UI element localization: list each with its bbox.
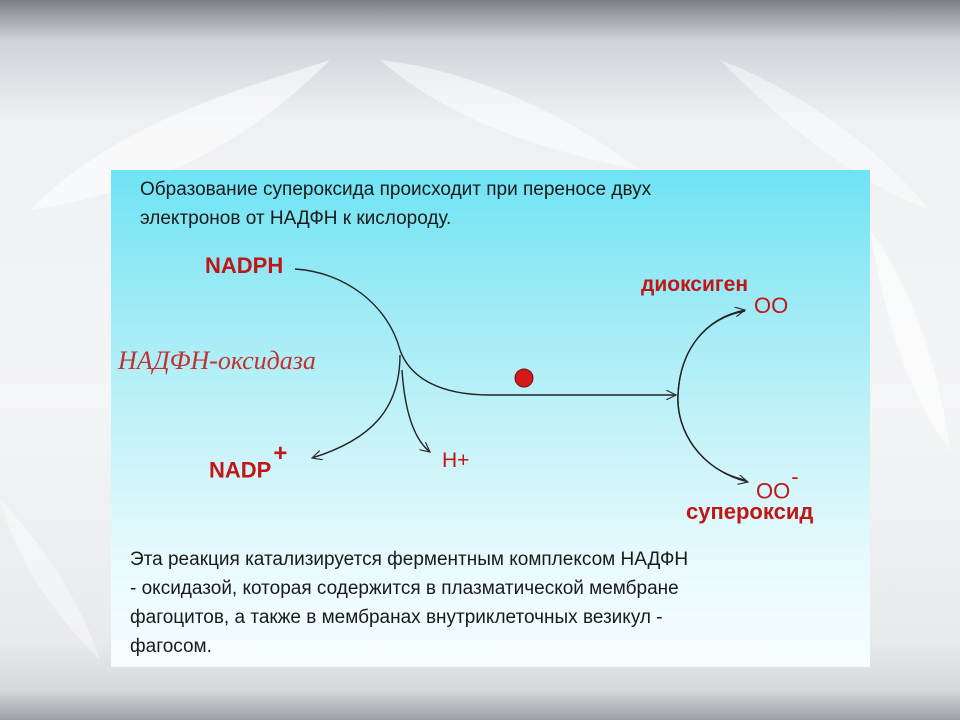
enzyme-label: НАДФН-оксидаза: [118, 346, 316, 375]
header-line-1: Образование супероксида происходит при переносе двух: [140, 179, 652, 200]
h-plus-arrow: [402, 370, 430, 452]
nadp-text: NADP: [209, 457, 272, 483]
dioxygen-label: диоксиген: [641, 273, 748, 296]
electron-dot: [515, 369, 533, 387]
superoxide-label: супероксид: [686, 499, 814, 524]
superoxide-oo: OO: [756, 478, 791, 504]
nadph-arc: [295, 269, 400, 350]
footer-line-1: Эта реакция катализируется ферментным комплексом НАДФН: [130, 549, 689, 570]
nadp-charge: +: [273, 440, 288, 467]
header-line-2: электронов от НАДФН к кислороду.: [140, 208, 452, 229]
footer-line-4: фагосом.: [130, 636, 212, 657]
footer-line-2: - оксидазой, которая содержится в плазматической мембране: [130, 578, 679, 599]
dioxygen-formula: OO: [754, 293, 789, 318]
dioxygen-arrow: [678, 310, 745, 480]
nadp-arrow: [312, 355, 400, 458]
h-plus-label: H+: [442, 449, 470, 472]
electron-path: [400, 350, 676, 395]
footer-text: [130, 545, 860, 661]
footer-line-3: фагоцитов, а также в мембранах внутриклеточных везикул -: [130, 607, 663, 628]
nadp-label: [209, 440, 288, 483]
superoxide-arrow: [678, 311, 748, 482]
nadph-label: NADPH: [205, 253, 284, 278]
superoxide-charge: -: [791, 464, 799, 489]
